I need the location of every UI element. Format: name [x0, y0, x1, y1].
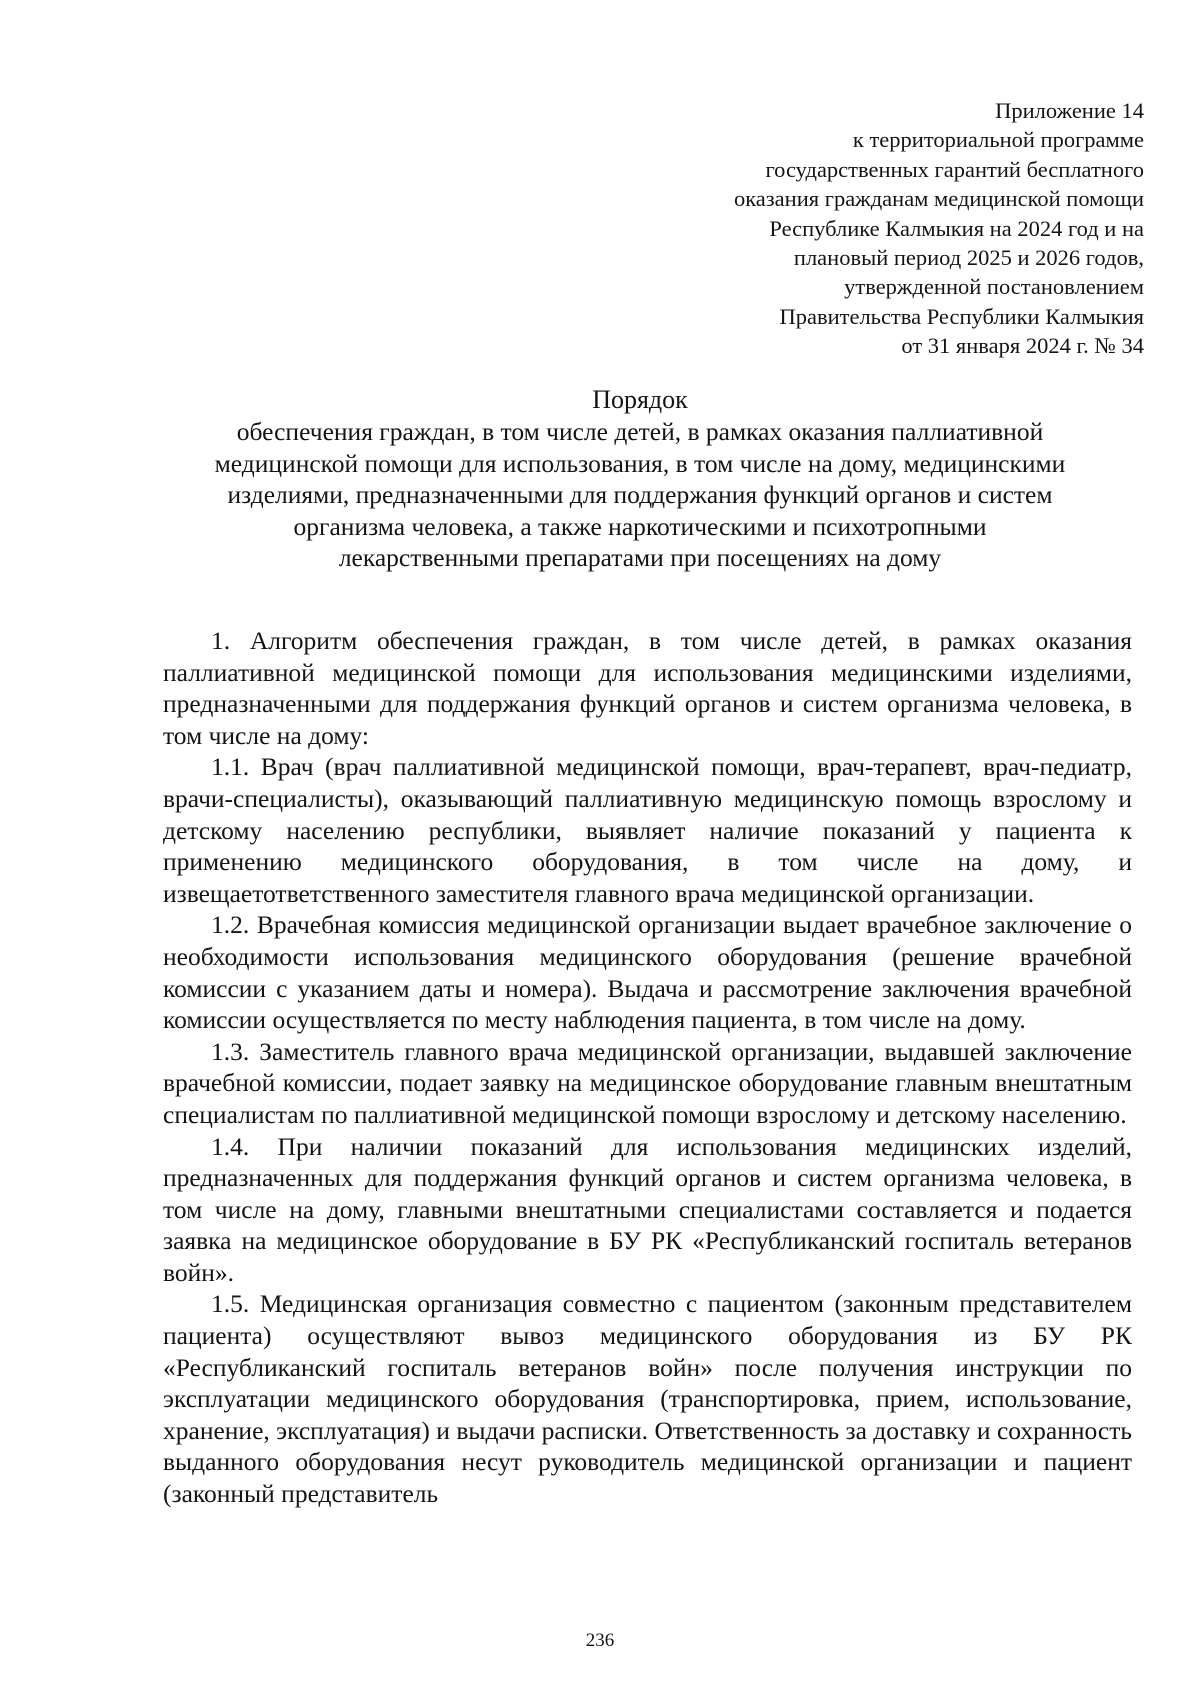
document-subtitle — [150, 416, 1130, 574]
appendix-line: утвержденной постановлением — [844, 274, 1144, 300]
subtitle-line: лекарственными препаратами при посещениях на дому — [338, 543, 942, 573]
subtitle-line: организма человека, а также наркотическими и психотропными — [293, 511, 987, 541]
page-number: 236 — [585, 1630, 615, 1651]
appendix-line: от 31 января 2024 г. № 34 — [901, 333, 1144, 359]
appendix-line: к территориальной программе — [852, 127, 1144, 153]
subtitle-line: медицинской помощи для использования, в том числе на дому, медицинскими — [214, 448, 1066, 478]
appendix-line: государственных гарантий бесплатного — [765, 156, 1144, 182]
appendix-line: Приложение 14 — [995, 98, 1144, 123]
subtitle-line: изделиями, предназначенными для поддержания функций органов и систем — [227, 480, 1053, 510]
appendix-line: оказания гражданам медицинской помощи — [733, 186, 1144, 212]
paragraph-1-2: 1.2. Врачебная комиссия медицинской организации выдает врачебное заключение о необходимости использования медицинского оборудования (решение врачебной комиссии с указанием даты и номера). Выдача и рассмотрение заключения врачебной комиссии осуществляется по месту наблюдения пациента, в том числе на дому. — [163, 910, 1132, 1035]
paragraph-1-3: 1.3. Заместитель главного врача медицинской организации, выдавшей заключение врачебной комиссии, подает заявку на медицинское оборудование главным внештатным специалистам по паллиативной медицинской помощи взрослому и детскому населению. — [163, 1036, 1132, 1129]
document-title-block — [150, 384, 1130, 574]
appendix-line: плановый период 2025 и 2026 годов, — [793, 245, 1144, 271]
appendix-header — [624, 96, 1144, 361]
appendix-line: Правительства Республики Калмыкия — [779, 303, 1144, 329]
paragraph-1-1: 1.1. Врач (врач паллиативной медицинской помощи, врач-терапевт, врач-педиатр, врачи-специалисты), оказывающий паллиативную медицинскую помощь взрослому и детскому населению республики, выявляет наличие показаний у пациента к применению медицинского оборудования, в том числе на дому, и извещаетответственного заместителя главного врача медицинской организации. — [163, 752, 1132, 908]
paragraph-1: 1. Алгоритм обеспечения граждан, в том числе детей, в рамках оказания паллиативной медицинской помощи для использования медицинскими изделиями, предназначенными для поддержания функций органов и систем организма человека, в том числе на дому: — [163, 626, 1132, 750]
document-body — [163, 625, 1132, 1510]
appendix-line: Республике Калмыкия на 2024 год и на — [769, 215, 1144, 241]
document-title: Порядок — [592, 385, 688, 414]
subtitle-line: обеспечения граждан, в том числе детей, в рамках оказания паллиативной — [236, 417, 1044, 446]
paragraph-1-4: 1.4. При наличии показаний для использования медицинских изделий, предназначенных для поддержания функций органов и систем организма человека, в том числе на дому, главными внештатными специалистами составляется и подается заявка на медицинское оборудование в БУ РК «Республиканский госпиталь ветеранов войн». — [163, 1131, 1132, 1287]
paragraph-1-5: 1.5. Медицинская организация совместно с пациентом (законным представителем пациента) осуществляют вывоз медицинского оборудования из БУ РК «Республиканский госпиталь ветеранов войн» после получения инструкции по эксплуатации медицинского оборудования (транспортировка, прием, использование, хранение, эксплуатация) и выдачи расписки. Ответственность за доставку и сохранность выданного оборудования несут руководитель медицинской организации и пациент (законный представитель — [163, 1289, 1132, 1509]
